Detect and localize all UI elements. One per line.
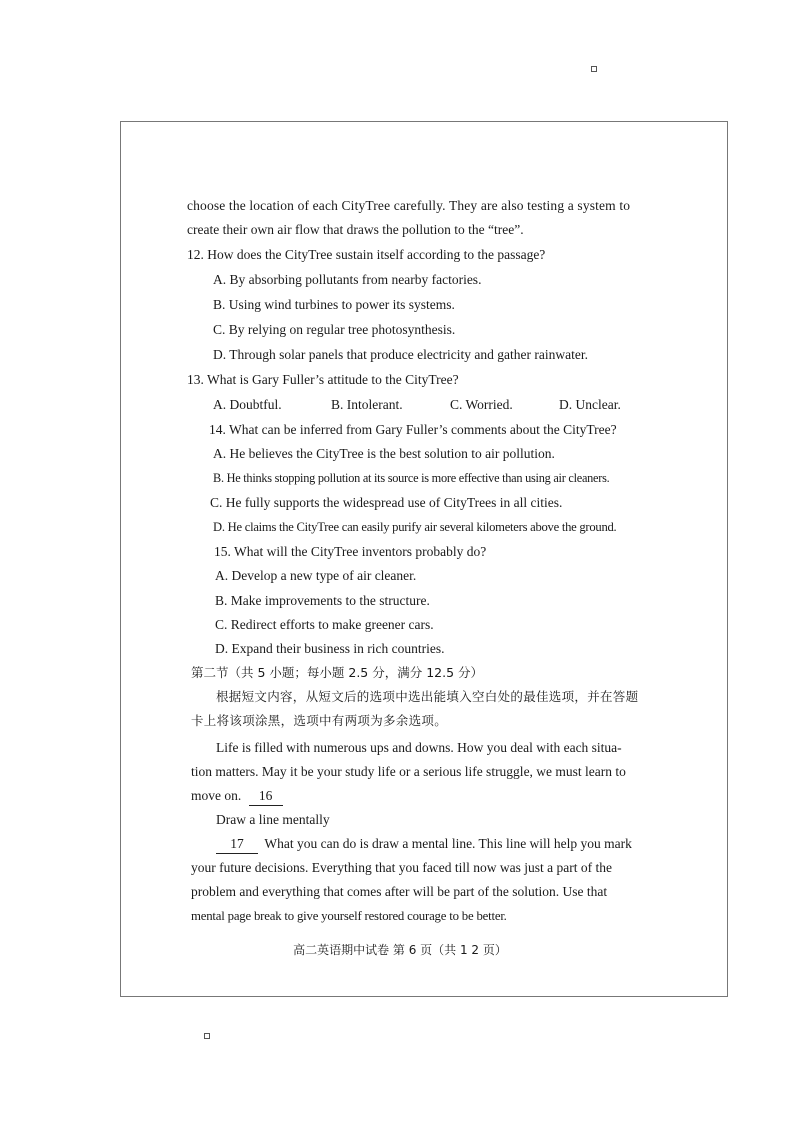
question-15-option-b: B. Make improvements to the structure. xyxy=(215,593,430,608)
passage-text: What you can do is draw a mental line. This line will help you mark xyxy=(264,836,632,851)
passage-line: your future decisions. Everything that you faced till now was just a part of the xyxy=(191,860,613,875)
passage-line xyxy=(191,787,283,806)
scan-corner-mark-top xyxy=(591,66,597,72)
passage-line: problem and everything that comes after will be part of the solution. Use that xyxy=(191,884,608,899)
question-12-option-a: A. By absorbing pollutants from nearby factories. xyxy=(213,272,482,287)
passage-line: create their own air flow that draws the pollution to the “tree”. xyxy=(187,222,524,237)
question-15-stem: 15. What will the CityTree inventors probably do? xyxy=(214,544,487,559)
question-14-stem: 14. What can be inferred from Gary Fuller’s comments about the CityTree? xyxy=(209,422,617,437)
question-13-stem: 13. What is Gary Fuller’s attitude to the CityTree? xyxy=(187,372,459,387)
blank-16: 16 xyxy=(249,787,283,806)
passage-line xyxy=(216,835,632,854)
section-2-instruction: 根据短文内容，从短文后的选项中选出能填入空白处的最佳选项，并在答题 xyxy=(216,689,639,704)
blank-17: 17 xyxy=(216,835,258,854)
question-14-option-d: D. He claims the CityTree can easily purify air several kilometers above the ground. xyxy=(213,520,617,534)
question-12-option-b: B. Using wind turbines to power its systems. xyxy=(213,297,455,312)
passage-line: choose the location of each CityTree carefully. They are also testing a system to xyxy=(187,198,631,213)
question-14-option-b: B. He thinks stopping pollution at its source is more effective than using air cleaners. xyxy=(213,471,610,485)
question-13-option-c: C. Worried. xyxy=(450,397,513,412)
section-2-instruction: 卡上将该项涂黑，选项中有两项为多余选项。 xyxy=(191,713,448,728)
question-14-option-a: A. He believes the CityTree is the best solution to air pollution. xyxy=(213,446,555,461)
passage-text: move on. xyxy=(191,788,242,803)
section-2-heading: 第二节（共 5 小题；每小题 2.5 分，满分 12.5 分） xyxy=(191,665,484,680)
question-13-option-d: D. Unclear. xyxy=(559,397,621,412)
question-15-option-a: A. Develop a new type of air cleaner. xyxy=(215,568,417,583)
question-15-option-d: D. Expand their business in rich countries. xyxy=(215,641,445,656)
passage-line: tion matters. May it be your study life or a serious life struggle, we must learn to xyxy=(191,764,626,779)
question-12-option-c: C. By relying on regular tree photosynthesis. xyxy=(213,322,456,337)
scan-corner-mark-bottom xyxy=(204,1033,210,1039)
question-13-option-b: B. Intolerant. xyxy=(331,397,403,412)
question-12-option-d: D. Through solar panels that produce electricity and gather rainwater. xyxy=(213,347,588,362)
passage-line: Life is filled with numerous ups and downs. How you deal with each situa- xyxy=(216,740,622,755)
question-14-option-c: C. He fully supports the widespread use of CityTrees in all cities. xyxy=(210,495,563,510)
subheading: Draw a line mentally xyxy=(216,812,330,827)
page-footer: 高二英语期中试卷 第 6 页（共 1 2 页） xyxy=(293,943,507,957)
passage-line: mental page break to give yourself restored courage to be better. xyxy=(191,909,507,923)
question-13-option-a: A. Doubtful. xyxy=(213,397,282,412)
question-15-option-c: C. Redirect efforts to make greener cars. xyxy=(215,617,434,632)
question-12-stem: 12. How does the CityTree sustain itself according to the passage? xyxy=(187,247,546,262)
